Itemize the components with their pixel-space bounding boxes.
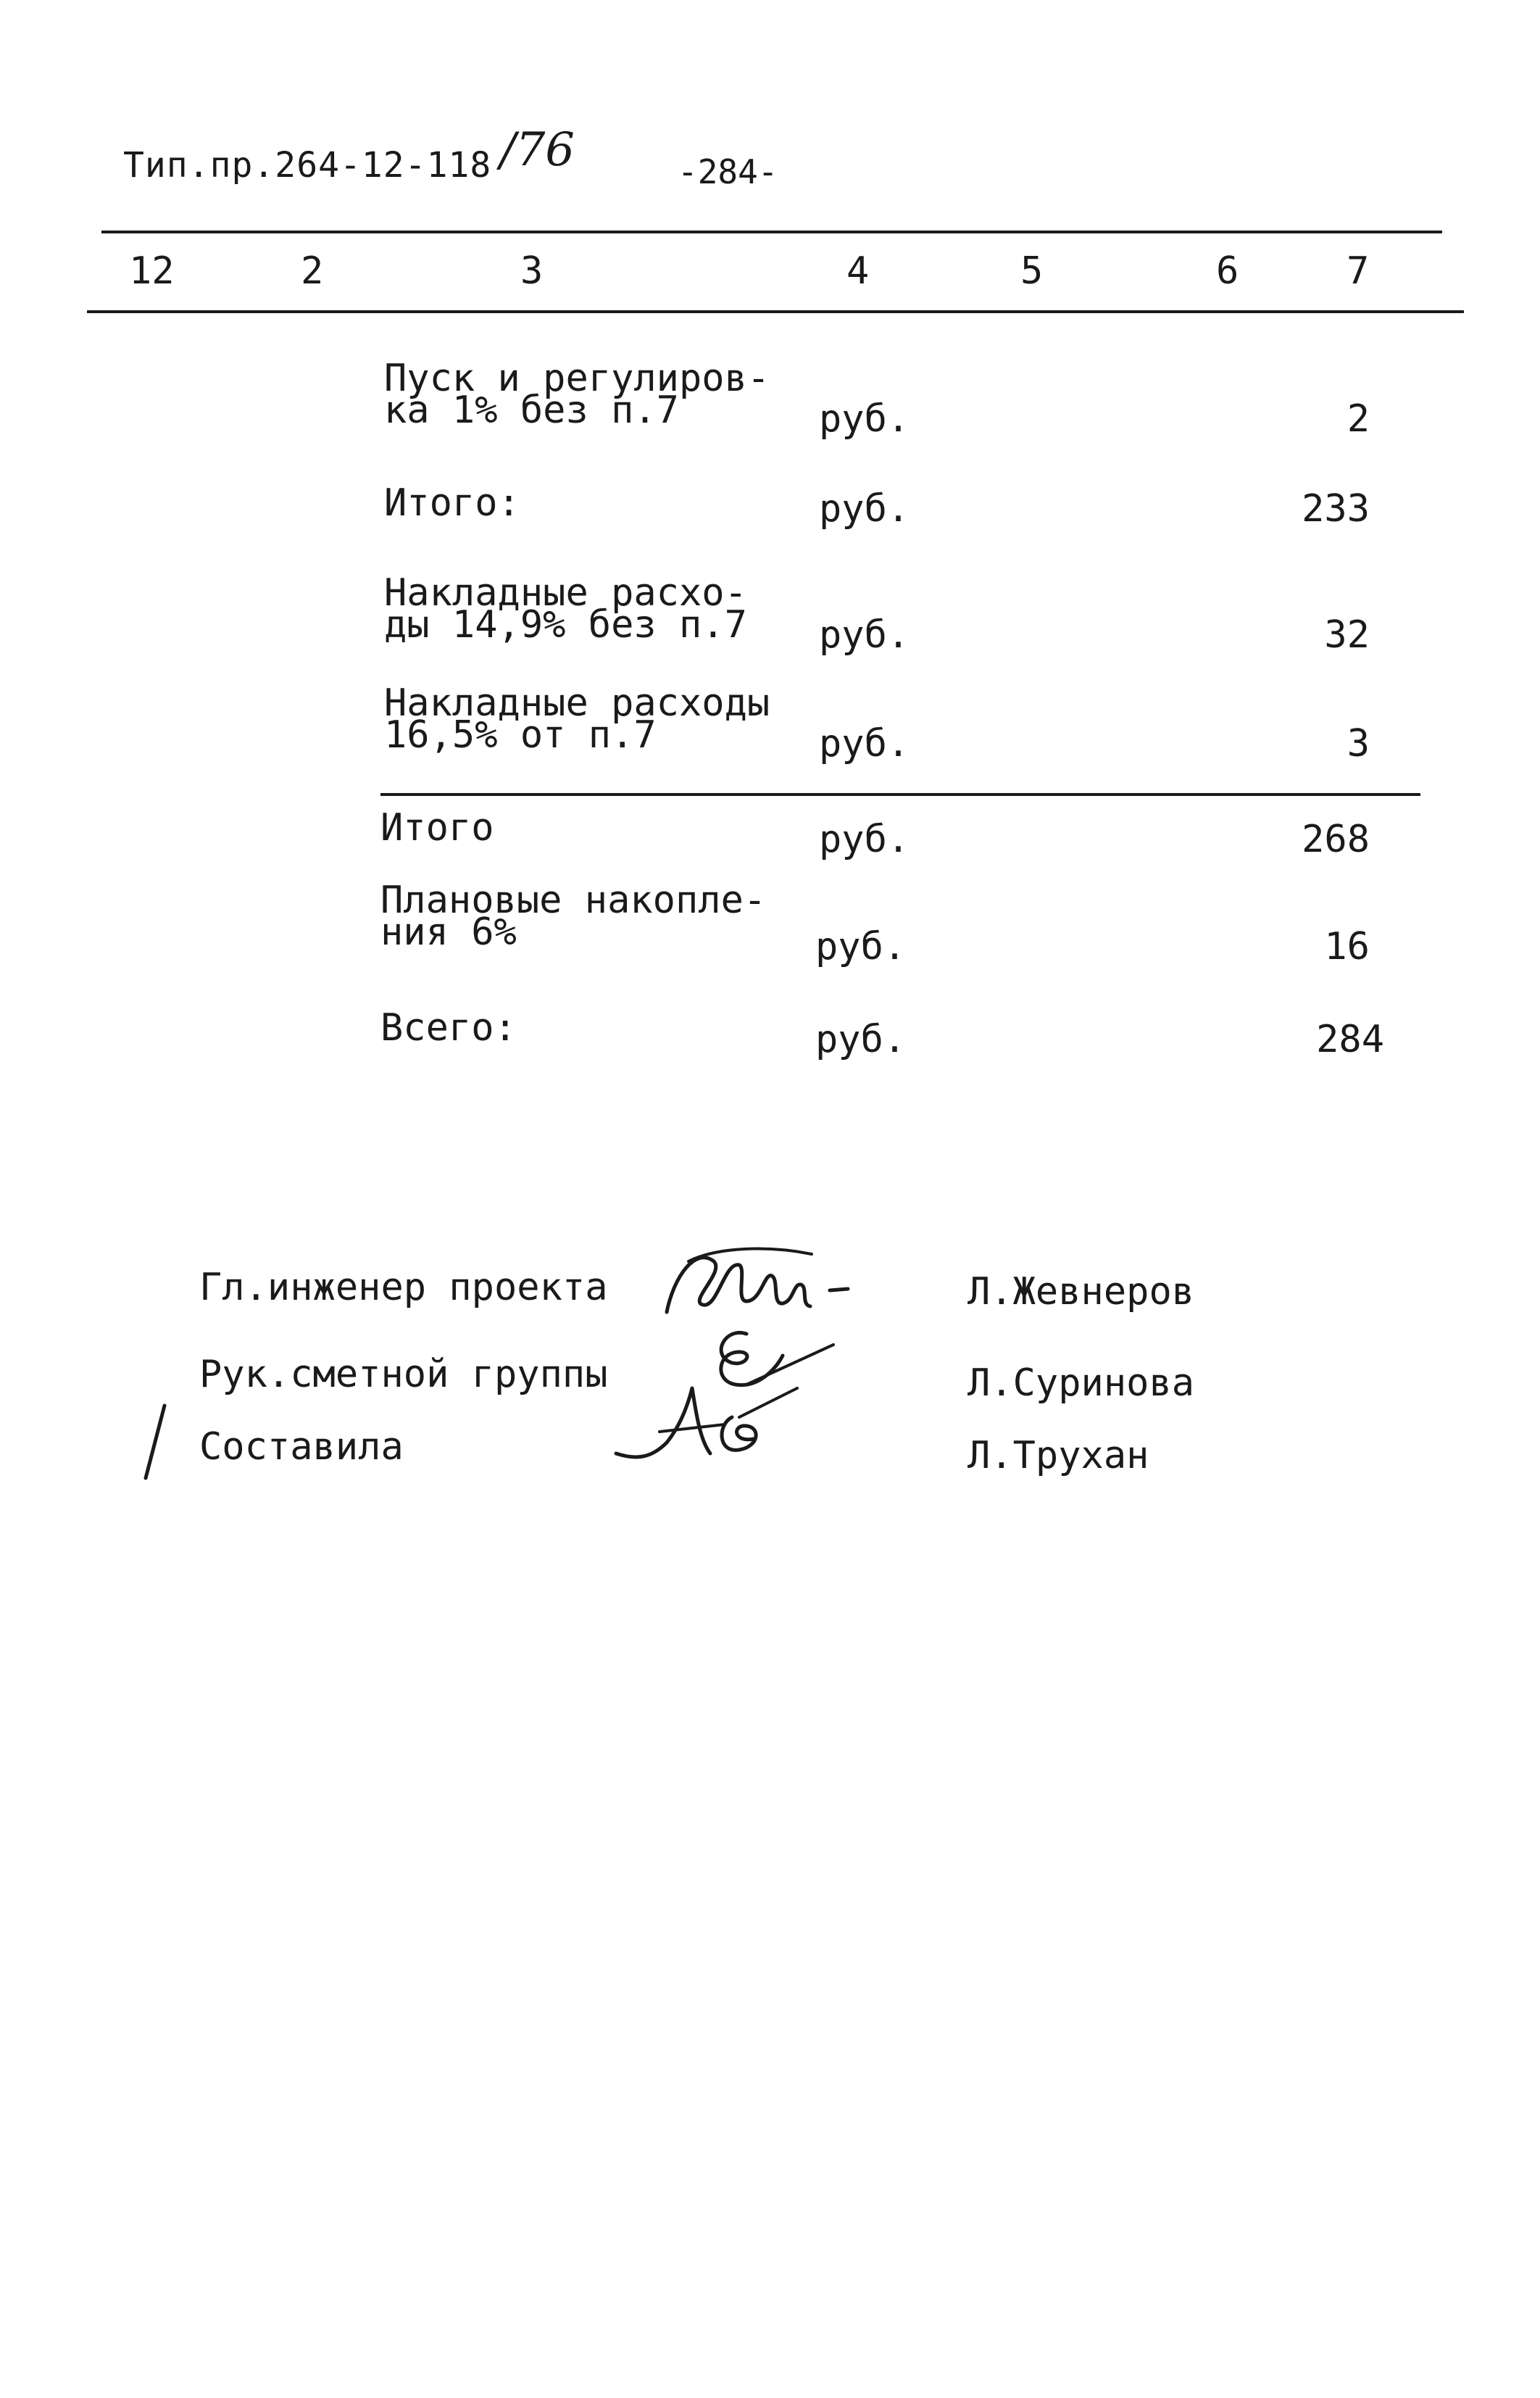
table-row-unit: руб. bbox=[815, 925, 907, 968]
document-code: Тип.пр.264-12-118 bbox=[123, 145, 492, 186]
column-number-3: 3 bbox=[520, 249, 544, 293]
table-row-value: 32 bbox=[1324, 613, 1370, 657]
table-row-label: Итого: bbox=[384, 481, 520, 525]
table-row-label: Накладные расходы 16,5% от п.7 bbox=[384, 681, 770, 757]
table-row-unit: руб. bbox=[815, 1018, 907, 1061]
table-row-value: 268 bbox=[1302, 818, 1370, 861]
table-header-rule bbox=[87, 310, 1464, 313]
signature-role-estimate-head: Рук.сметной группы bbox=[199, 1353, 608, 1396]
table-row-label: Плановые накопле- ния 6% bbox=[380, 879, 767, 954]
table-row-value: 3 bbox=[1347, 722, 1370, 766]
column-number-2: 2 bbox=[301, 249, 324, 293]
column-number-4: 4 bbox=[846, 249, 870, 293]
signature-scribble-compiler bbox=[609, 1374, 812, 1482]
table-row-unit: руб. bbox=[819, 722, 910, 766]
signature-role-chief-engineer: Гл.инженер проекта bbox=[199, 1266, 608, 1309]
table-row-label: Итого bbox=[380, 806, 494, 850]
table-row-unit: руб. bbox=[819, 397, 910, 441]
table-row-value: 2 bbox=[1347, 397, 1370, 441]
table-row-value: 16 bbox=[1324, 925, 1370, 968]
table-row-value: 284 bbox=[1316, 1018, 1384, 1061]
table-row-unit: руб. bbox=[819, 818, 910, 861]
table-row-value: 233 bbox=[1302, 487, 1370, 531]
column-number-1: 12 bbox=[129, 249, 175, 293]
table-row-unit: руб. bbox=[819, 613, 910, 657]
table-row-label: Пуск и регулиров- ка 1% без п.7 bbox=[384, 357, 770, 432]
handwritten-reference: /76 bbox=[500, 123, 575, 177]
column-number-7: 7 bbox=[1347, 249, 1370, 293]
table-top-rule bbox=[101, 231, 1442, 233]
table-row-label: Всего: bbox=[380, 1006, 517, 1050]
page-number: -284- bbox=[678, 152, 778, 191]
signature-name-chief-engineer: Л.Жевнеров bbox=[967, 1270, 1195, 1314]
column-number-5: 5 bbox=[1020, 249, 1044, 293]
handwritten-slash-mark bbox=[141, 1403, 170, 1482]
signature-name-estimate-head: Л.Суринова bbox=[967, 1361, 1195, 1405]
column-number-6: 6 bbox=[1216, 249, 1239, 293]
subtotal-rule bbox=[380, 793, 1420, 796]
table-row-label: Накладные расхо- ды 14,9% без п.7 bbox=[384, 571, 747, 647]
signature-role-compiler: Составила bbox=[199, 1425, 404, 1469]
signature-name-compiler: Л.Трухан bbox=[967, 1434, 1149, 1477]
table-row-unit: руб. bbox=[819, 487, 910, 531]
